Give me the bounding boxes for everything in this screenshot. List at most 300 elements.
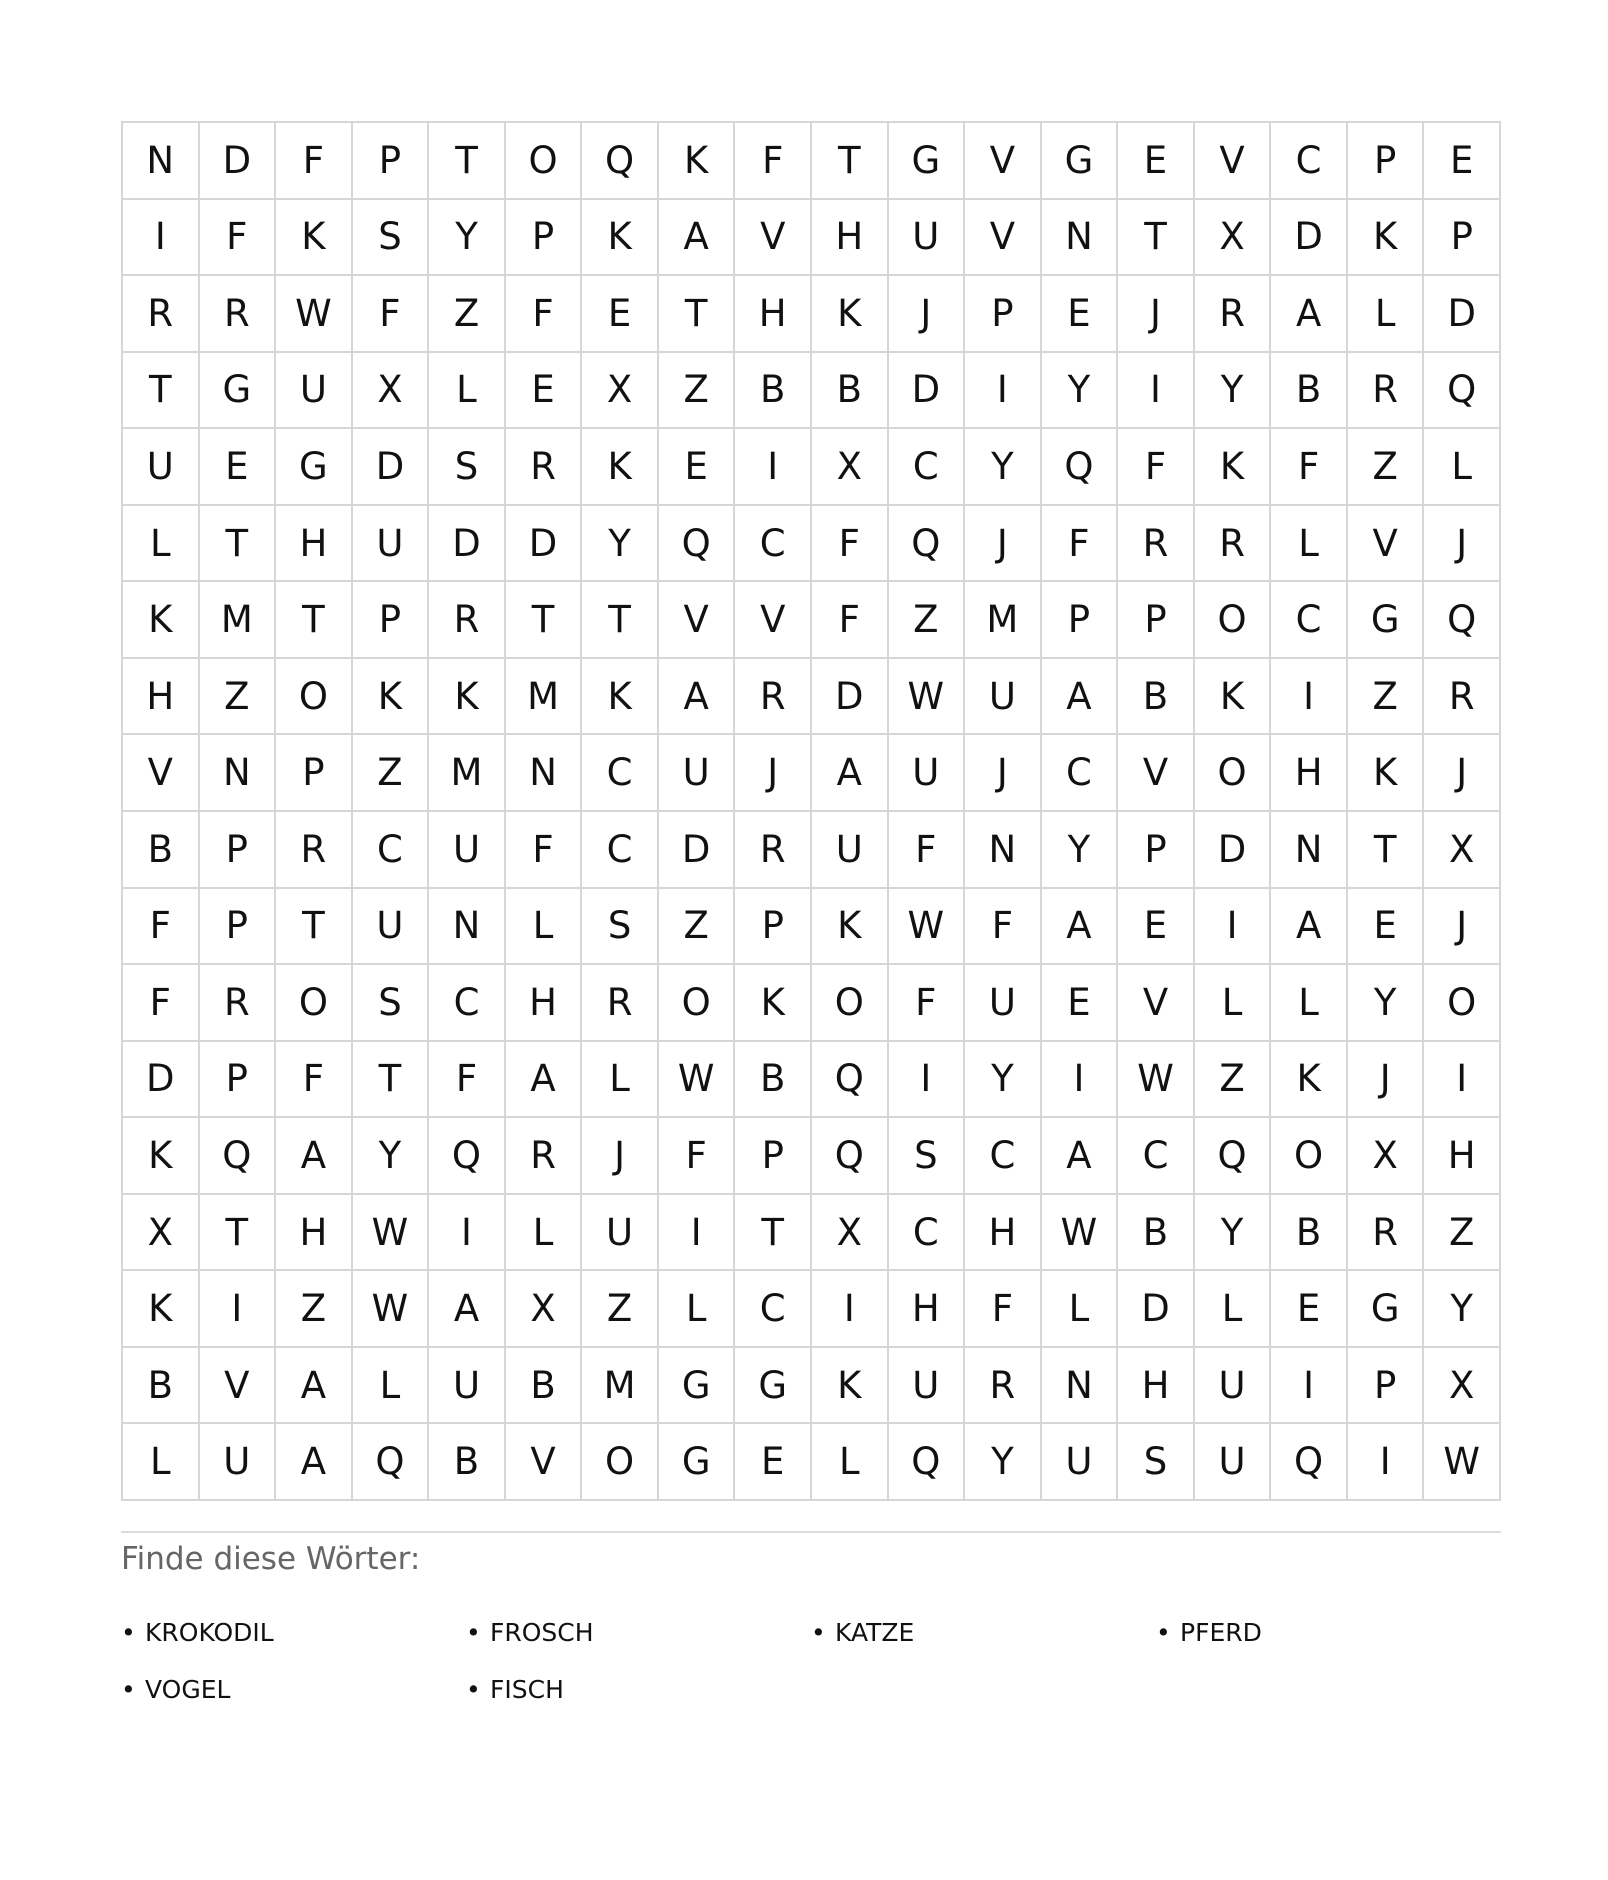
grid-cell[interactable]: E	[659, 429, 736, 506]
grid-cell[interactable]: R	[735, 659, 812, 736]
grid-cell[interactable]: P	[965, 276, 1042, 353]
grid-cell[interactable]: S	[353, 965, 430, 1042]
grid-cell[interactable]: Y	[353, 1118, 430, 1195]
grid-cell[interactable]: C	[735, 506, 812, 583]
grid-cell[interactable]: Z	[429, 276, 506, 353]
grid-cell[interactable]: Y	[429, 200, 506, 277]
grid-cell[interactable]: W	[889, 659, 966, 736]
grid-cell[interactable]: Z	[1195, 1042, 1272, 1119]
grid-cell[interactable]: H	[965, 1195, 1042, 1272]
grid-cell[interactable]: D	[1271, 200, 1348, 277]
grid-cell[interactable]: B	[123, 812, 200, 889]
grid-cell[interactable]: A	[1271, 889, 1348, 966]
grid-cell[interactable]: V	[965, 200, 1042, 277]
grid-cell[interactable]: T	[1348, 812, 1425, 889]
grid-cell[interactable]: K	[353, 659, 430, 736]
grid-cell[interactable]: A	[659, 659, 736, 736]
grid-cell[interactable]: U	[582, 1195, 659, 1272]
grid-cell[interactable]: V	[123, 735, 200, 812]
grid-cell[interactable]: Z	[659, 353, 736, 430]
grid-cell[interactable]: T	[276, 582, 353, 659]
grid-cell[interactable]: F	[659, 1118, 736, 1195]
grid-cell[interactable]: S	[1118, 1424, 1195, 1501]
grid-cell[interactable]: K	[812, 889, 889, 966]
grid-cell[interactable]: V	[200, 1348, 277, 1425]
grid-cell[interactable]: R	[1348, 353, 1425, 430]
grid-cell[interactable]: R	[1118, 506, 1195, 583]
grid-cell[interactable]: P	[353, 582, 430, 659]
grid-cell[interactable]: Z	[1348, 429, 1425, 506]
grid-cell[interactable]: F	[353, 276, 430, 353]
grid-cell[interactable]: V	[735, 200, 812, 277]
grid-cell[interactable]: F	[812, 582, 889, 659]
grid-cell[interactable]: Y	[1195, 1195, 1272, 1272]
grid-cell[interactable]: A	[812, 735, 889, 812]
grid-cell[interactable]: A	[276, 1118, 353, 1195]
grid-cell[interactable]: A	[276, 1348, 353, 1425]
grid-cell[interactable]: T	[1118, 200, 1195, 277]
grid-cell[interactable]: U	[812, 812, 889, 889]
grid-cell[interactable]: U	[1195, 1424, 1272, 1501]
grid-cell[interactable]: L	[353, 1348, 430, 1425]
grid-cell[interactable]: C	[353, 812, 430, 889]
grid-cell[interactable]: B	[123, 1348, 200, 1425]
grid-cell[interactable]: K	[582, 200, 659, 277]
grid-cell[interactable]: S	[353, 200, 430, 277]
grid-cell[interactable]: J	[1424, 889, 1501, 966]
grid-cell[interactable]: F	[276, 123, 353, 200]
grid-cell[interactable]: P	[506, 200, 583, 277]
grid-cell[interactable]: B	[812, 353, 889, 430]
grid-cell[interactable]: I	[123, 200, 200, 277]
grid-cell[interactable]: E	[1042, 965, 1119, 1042]
grid-cell[interactable]: K	[582, 429, 659, 506]
grid-cell[interactable]: U	[1195, 1348, 1272, 1425]
grid-cell[interactable]: C	[1042, 735, 1119, 812]
grid-cell[interactable]: H	[506, 965, 583, 1042]
grid-cell[interactable]: F	[735, 123, 812, 200]
grid-cell[interactable]: P	[1118, 582, 1195, 659]
grid-cell[interactable]: S	[889, 1118, 966, 1195]
grid-cell[interactable]: P	[1348, 1348, 1425, 1425]
grid-cell[interactable]: K	[735, 965, 812, 1042]
grid-cell[interactable]: U	[889, 1348, 966, 1425]
grid-cell[interactable]: D	[506, 506, 583, 583]
grid-cell[interactable]: I	[1348, 1424, 1425, 1501]
grid-cell[interactable]: T	[200, 506, 277, 583]
grid-cell[interactable]: J	[965, 506, 1042, 583]
grid-cell[interactable]: K	[123, 582, 200, 659]
grid-cell[interactable]: A	[429, 1271, 506, 1348]
grid-cell[interactable]: E	[1271, 1271, 1348, 1348]
grid-cell[interactable]: Q	[1195, 1118, 1272, 1195]
grid-cell[interactable]: D	[123, 1042, 200, 1119]
grid-cell[interactable]: R	[276, 812, 353, 889]
grid-cell[interactable]: Q	[1424, 353, 1501, 430]
grid-cell[interactable]: D	[659, 812, 736, 889]
grid-cell[interactable]: X	[582, 353, 659, 430]
grid-cell[interactable]: T	[429, 123, 506, 200]
grid-cell[interactable]: L	[812, 1424, 889, 1501]
grid-cell[interactable]: X	[812, 429, 889, 506]
grid-cell[interactable]: U	[965, 659, 1042, 736]
grid-cell[interactable]: T	[735, 1195, 812, 1272]
grid-cell[interactable]: Z	[889, 582, 966, 659]
grid-cell[interactable]: U	[429, 812, 506, 889]
grid-cell[interactable]: G	[1348, 582, 1425, 659]
grid-cell[interactable]: G	[276, 429, 353, 506]
grid-cell[interactable]: Q	[659, 506, 736, 583]
grid-cell[interactable]: P	[200, 889, 277, 966]
grid-cell[interactable]: G	[889, 123, 966, 200]
grid-cell[interactable]: V	[965, 123, 1042, 200]
grid-cell[interactable]: W	[889, 889, 966, 966]
grid-cell[interactable]: R	[1348, 1195, 1425, 1272]
grid-cell[interactable]: B	[735, 1042, 812, 1119]
grid-cell[interactable]: H	[123, 659, 200, 736]
grid-cell[interactable]: B	[1271, 1195, 1348, 1272]
grid-cell[interactable]: E	[506, 353, 583, 430]
grid-cell[interactable]: Q	[889, 506, 966, 583]
grid-cell[interactable]: A	[659, 200, 736, 277]
grid-cell[interactable]: Q	[429, 1118, 506, 1195]
grid-cell[interactable]: E	[1348, 889, 1425, 966]
grid-cell[interactable]: Z	[353, 735, 430, 812]
grid-cell[interactable]: O	[506, 123, 583, 200]
grid-cell[interactable]: N	[506, 735, 583, 812]
grid-cell[interactable]: I	[812, 1271, 889, 1348]
grid-cell[interactable]: P	[1042, 582, 1119, 659]
grid-cell[interactable]: M	[429, 735, 506, 812]
grid-cell[interactable]: I	[200, 1271, 277, 1348]
grid-cell[interactable]: P	[200, 812, 277, 889]
grid-cell[interactable]: M	[506, 659, 583, 736]
grid-cell[interactable]: P	[200, 1042, 277, 1119]
grid-cell[interactable]: F	[889, 965, 966, 1042]
grid-cell[interactable]: K	[429, 659, 506, 736]
grid-cell[interactable]: H	[276, 1195, 353, 1272]
grid-cell[interactable]: F	[123, 965, 200, 1042]
grid-cell[interactable]: Y	[1348, 965, 1425, 1042]
grid-cell[interactable]: C	[1118, 1118, 1195, 1195]
grid-cell[interactable]: M	[200, 582, 277, 659]
grid-cell[interactable]: G	[200, 353, 277, 430]
grid-cell[interactable]: Y	[1195, 353, 1272, 430]
grid-cell[interactable]: R	[506, 1118, 583, 1195]
grid-cell[interactable]: H	[735, 276, 812, 353]
grid-cell[interactable]: L	[659, 1271, 736, 1348]
grid-cell[interactable]: Q	[1042, 429, 1119, 506]
grid-cell[interactable]: K	[123, 1118, 200, 1195]
grid-cell[interactable]: K	[1271, 1042, 1348, 1119]
grid-cell[interactable]: R	[429, 582, 506, 659]
grid-cell[interactable]: K	[659, 123, 736, 200]
grid-cell[interactable]: Z	[1424, 1195, 1501, 1272]
grid-cell[interactable]: T	[812, 123, 889, 200]
grid-cell[interactable]: B	[1118, 659, 1195, 736]
grid-cell[interactable]: E	[735, 1424, 812, 1501]
grid-cell[interactable]: U	[659, 735, 736, 812]
grid-cell[interactable]: S	[582, 889, 659, 966]
grid-cell[interactable]: T	[582, 582, 659, 659]
grid-cell[interactable]: W	[353, 1271, 430, 1348]
grid-cell[interactable]: F	[1271, 429, 1348, 506]
grid-cell[interactable]: C	[1271, 582, 1348, 659]
grid-cell[interactable]: O	[582, 1424, 659, 1501]
grid-cell[interactable]: A	[1271, 276, 1348, 353]
grid-cell[interactable]: E	[1042, 276, 1119, 353]
grid-cell[interactable]: L	[506, 1195, 583, 1272]
grid-cell[interactable]: Q	[889, 1424, 966, 1501]
grid-cell[interactable]: W	[659, 1042, 736, 1119]
grid-cell[interactable]: L	[1042, 1271, 1119, 1348]
grid-cell[interactable]: C	[1271, 123, 1348, 200]
grid-cell[interactable]: D	[1424, 276, 1501, 353]
grid-cell[interactable]: L	[582, 1042, 659, 1119]
grid-cell[interactable]: Y	[965, 1042, 1042, 1119]
grid-cell[interactable]: O	[276, 659, 353, 736]
grid-cell[interactable]: G	[735, 1348, 812, 1425]
grid-cell[interactable]: H	[812, 200, 889, 277]
grid-cell[interactable]: L	[123, 1424, 200, 1501]
grid-cell[interactable]: R	[123, 276, 200, 353]
grid-cell[interactable]: X	[506, 1271, 583, 1348]
grid-cell[interactable]: D	[889, 353, 966, 430]
grid-cell[interactable]: L	[1424, 429, 1501, 506]
grid-cell[interactable]: H	[1271, 735, 1348, 812]
grid-cell[interactable]: R	[506, 429, 583, 506]
grid-cell[interactable]: N	[123, 123, 200, 200]
grid-cell[interactable]: N	[1271, 812, 1348, 889]
grid-cell[interactable]: J	[889, 276, 966, 353]
grid-cell[interactable]: N	[200, 735, 277, 812]
grid-cell[interactable]: R	[735, 812, 812, 889]
grid-cell[interactable]: O	[1195, 735, 1272, 812]
grid-cell[interactable]: G	[1348, 1271, 1425, 1348]
grid-cell[interactable]: Z	[1348, 659, 1425, 736]
grid-cell[interactable]: I	[1271, 1348, 1348, 1425]
grid-cell[interactable]: U	[1042, 1424, 1119, 1501]
grid-cell[interactable]: I	[735, 429, 812, 506]
grid-cell[interactable]: J	[582, 1118, 659, 1195]
grid-cell[interactable]: J	[965, 735, 1042, 812]
grid-cell[interactable]: E	[582, 276, 659, 353]
grid-cell[interactable]: X	[1424, 1348, 1501, 1425]
grid-cell[interactable]: T	[123, 353, 200, 430]
grid-cell[interactable]: T	[200, 1195, 277, 1272]
grid-cell[interactable]: C	[735, 1271, 812, 1348]
grid-cell[interactable]: Y	[1042, 353, 1119, 430]
grid-cell[interactable]: V	[659, 582, 736, 659]
grid-cell[interactable]: U	[353, 889, 430, 966]
grid-cell[interactable]: E	[1118, 889, 1195, 966]
grid-cell[interactable]: Z	[200, 659, 277, 736]
grid-cell[interactable]: L	[123, 506, 200, 583]
grid-cell[interactable]: U	[429, 1348, 506, 1425]
grid-cell[interactable]: M	[582, 1348, 659, 1425]
grid-cell[interactable]: U	[123, 429, 200, 506]
grid-cell[interactable]: I	[1424, 1042, 1501, 1119]
grid-cell[interactable]: V	[1195, 123, 1272, 200]
grid-cell[interactable]: F	[200, 200, 277, 277]
grid-cell[interactable]: K	[812, 276, 889, 353]
grid-cell[interactable]: H	[276, 506, 353, 583]
grid-cell[interactable]: K	[812, 1348, 889, 1425]
grid-cell[interactable]: J	[735, 735, 812, 812]
grid-cell[interactable]: P	[353, 123, 430, 200]
grid-cell[interactable]: L	[1195, 965, 1272, 1042]
grid-cell[interactable]: P	[735, 1118, 812, 1195]
grid-cell[interactable]: S	[429, 429, 506, 506]
grid-cell[interactable]: V	[735, 582, 812, 659]
grid-cell[interactable]: Q	[812, 1118, 889, 1195]
grid-cell[interactable]: O	[1195, 582, 1272, 659]
grid-cell[interactable]: N	[1042, 1348, 1119, 1425]
grid-cell[interactable]: O	[812, 965, 889, 1042]
grid-cell[interactable]: Q	[1271, 1424, 1348, 1501]
grid-cell[interactable]: A	[1042, 1118, 1119, 1195]
grid-cell[interactable]: H	[1118, 1348, 1195, 1425]
grid-cell[interactable]: N	[429, 889, 506, 966]
grid-cell[interactable]: F	[812, 506, 889, 583]
grid-cell[interactable]: U	[965, 965, 1042, 1042]
grid-cell[interactable]: W	[1424, 1424, 1501, 1501]
grid-cell[interactable]: F	[506, 812, 583, 889]
grid-cell[interactable]: I	[889, 1042, 966, 1119]
grid-cell[interactable]: Y	[965, 429, 1042, 506]
grid-cell[interactable]: Z	[276, 1271, 353, 1348]
grid-cell[interactable]: A	[506, 1042, 583, 1119]
grid-cell[interactable]: K	[276, 200, 353, 277]
grid-cell[interactable]: K	[1348, 735, 1425, 812]
grid-cell[interactable]: L	[429, 353, 506, 430]
grid-cell[interactable]: G	[1042, 123, 1119, 200]
grid-cell[interactable]: U	[200, 1424, 277, 1501]
grid-cell[interactable]: R	[1195, 506, 1272, 583]
grid-cell[interactable]: J	[1424, 506, 1501, 583]
grid-cell[interactable]: F	[276, 1042, 353, 1119]
grid-cell[interactable]: J	[1118, 276, 1195, 353]
grid-cell[interactable]: X	[812, 1195, 889, 1272]
grid-cell[interactable]: G	[659, 1348, 736, 1425]
grid-cell[interactable]: E	[1424, 123, 1501, 200]
grid-cell[interactable]: C	[429, 965, 506, 1042]
grid-cell[interactable]: U	[889, 735, 966, 812]
grid-cell[interactable]: Y	[582, 506, 659, 583]
grid-cell[interactable]: Y	[965, 1424, 1042, 1501]
grid-cell[interactable]: F	[429, 1042, 506, 1119]
grid-cell[interactable]: U	[353, 506, 430, 583]
grid-cell[interactable]: D	[1118, 1271, 1195, 1348]
grid-cell[interactable]: D	[353, 429, 430, 506]
grid-cell[interactable]: V	[1118, 965, 1195, 1042]
grid-cell[interactable]: I	[1042, 1042, 1119, 1119]
grid-cell[interactable]: F	[123, 889, 200, 966]
grid-cell[interactable]: Q	[582, 123, 659, 200]
grid-cell[interactable]: P	[1348, 123, 1425, 200]
grid-cell[interactable]: Y	[1042, 812, 1119, 889]
grid-cell[interactable]: E	[200, 429, 277, 506]
grid-cell[interactable]: P	[735, 889, 812, 966]
grid-cell[interactable]: K	[1195, 429, 1272, 506]
grid-cell[interactable]: W	[1118, 1042, 1195, 1119]
grid-cell[interactable]: A	[1042, 659, 1119, 736]
grid-cell[interactable]: Q	[812, 1042, 889, 1119]
grid-cell[interactable]: R	[1195, 276, 1272, 353]
grid-cell[interactable]: B	[429, 1424, 506, 1501]
grid-cell[interactable]: B	[506, 1348, 583, 1425]
grid-cell[interactable]: D	[200, 123, 277, 200]
grid-cell[interactable]: X	[123, 1195, 200, 1272]
grid-cell[interactable]: V	[1348, 506, 1425, 583]
grid-cell[interactable]: U	[889, 200, 966, 277]
grid-cell[interactable]: X	[353, 353, 430, 430]
grid-cell[interactable]: L	[1271, 506, 1348, 583]
grid-cell[interactable]: P	[276, 735, 353, 812]
grid-cell[interactable]: T	[659, 276, 736, 353]
grid-cell[interactable]: F	[1042, 506, 1119, 583]
grid-cell[interactable]: O	[1271, 1118, 1348, 1195]
grid-cell[interactable]: R	[965, 1348, 1042, 1425]
grid-cell[interactable]: V	[506, 1424, 583, 1501]
grid-cell[interactable]: X	[1348, 1118, 1425, 1195]
grid-cell[interactable]: E	[1118, 123, 1195, 200]
grid-cell[interactable]: G	[659, 1424, 736, 1501]
grid-cell[interactable]: C	[889, 429, 966, 506]
grid-cell[interactable]: K	[123, 1271, 200, 1348]
grid-cell[interactable]: I	[429, 1195, 506, 1272]
grid-cell[interactable]: B	[735, 353, 812, 430]
grid-cell[interactable]: W	[353, 1195, 430, 1272]
grid-cell[interactable]: X	[1424, 812, 1501, 889]
grid-cell[interactable]: L	[506, 889, 583, 966]
grid-cell[interactable]: A	[276, 1424, 353, 1501]
grid-cell[interactable]: I	[659, 1195, 736, 1272]
grid-cell[interactable]: C	[965, 1118, 1042, 1195]
grid-cell[interactable]: U	[276, 353, 353, 430]
grid-cell[interactable]: B	[1118, 1195, 1195, 1272]
grid-cell[interactable]: R	[1424, 659, 1501, 736]
grid-cell[interactable]: I	[1195, 889, 1272, 966]
grid-cell[interactable]: L	[1348, 276, 1425, 353]
grid-cell[interactable]: N	[1042, 200, 1119, 277]
grid-cell[interactable]: T	[353, 1042, 430, 1119]
grid-cell[interactable]: P	[1118, 812, 1195, 889]
grid-cell[interactable]: A	[1042, 889, 1119, 966]
grid-cell[interactable]: W	[1042, 1195, 1119, 1272]
grid-cell[interactable]: H	[889, 1271, 966, 1348]
grid-cell[interactable]: Q	[353, 1424, 430, 1501]
grid-cell[interactable]: I	[1118, 353, 1195, 430]
grid-cell[interactable]: I	[965, 353, 1042, 430]
grid-cell[interactable]: C	[889, 1195, 966, 1272]
grid-cell[interactable]: B	[1271, 353, 1348, 430]
grid-cell[interactable]: C	[582, 812, 659, 889]
grid-cell[interactable]: Y	[1424, 1271, 1501, 1348]
grid-cell[interactable]: Z	[582, 1271, 659, 1348]
grid-cell[interactable]: D	[1195, 812, 1272, 889]
grid-cell[interactable]: F	[965, 889, 1042, 966]
grid-cell[interactable]: F	[506, 276, 583, 353]
grid-cell[interactable]: D	[429, 506, 506, 583]
grid-cell[interactable]: J	[1424, 735, 1501, 812]
grid-cell[interactable]: W	[276, 276, 353, 353]
grid-cell[interactable]: R	[582, 965, 659, 1042]
grid-cell[interactable]: Q	[1424, 582, 1501, 659]
grid-cell[interactable]: X	[1195, 200, 1272, 277]
grid-cell[interactable]: T	[276, 889, 353, 966]
grid-cell[interactable]: C	[582, 735, 659, 812]
